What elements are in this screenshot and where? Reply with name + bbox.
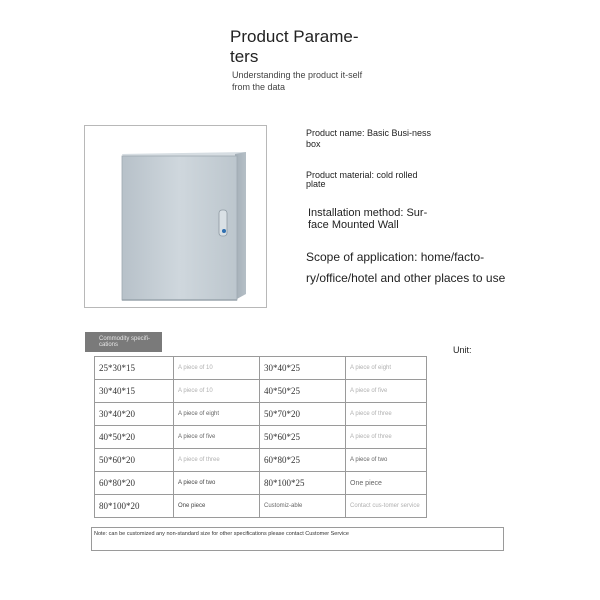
quantity-cell: A piece of three [174,449,260,472]
quantity-cell: Contact cus-tomer service [346,495,427,518]
quantity-cell: A piece of five [346,380,427,403]
quantity-cell: A piece of eight [174,403,260,426]
page-title: Product Parame-ters [230,27,359,66]
size-cell: 50*60*20 [95,449,174,472]
product-material: Product material: cold rolled plate [306,170,418,189]
table-row [95,403,427,426]
size-cell: 60*80*20 [95,472,174,495]
page-subtitle: Understanding the product it-self from the data [232,70,363,92]
table-row [95,495,427,518]
table-row [95,426,427,449]
table-row [95,449,427,472]
size-cell: 25*30*15 [95,357,174,380]
quantity-cell: A piece of two [174,472,260,495]
unit-label: Unit: [453,345,472,355]
quantity-cell: A piece of 10 [174,380,260,403]
installation-method: Installation method: Sur-face Mounted Wall [308,207,428,231]
size-cell: 30*40*25 [260,357,346,380]
quantity-cell: A piece of three [346,403,427,426]
size-cell: 50*60*25 [260,426,346,449]
product-photo [84,125,267,308]
customization-note: Note: can be customized any non-standard size for other specifications please contact Customer Service [91,527,504,551]
size-cell: 60*80*25 [260,449,346,472]
quantity-cell: One piece [174,495,260,518]
size-cell: 80*100*25 [260,472,346,495]
size-cell: 50*70*20 [260,403,346,426]
table-row [95,357,427,380]
quantity-cell: One piece [346,472,427,495]
table-row [95,472,427,495]
specifications-tab: Commodity specifi-cations [85,332,162,352]
scope-of-application: Scope of application: home/facto-ry/office/hotel and other places to use [306,250,506,285]
specifications-table [94,356,427,518]
size-cell: 30*40*15 [95,380,174,403]
quantity-cell: A piece of 10 [174,357,260,380]
size-cell: 40*50*25 [260,380,346,403]
table-row [95,380,427,403]
product-name: Product name: Basic Busi-ness box [306,128,432,149]
quantity-cell: A piece of five [174,426,260,449]
size-cell: 80*100*20 [95,495,174,518]
size-cell: Customiz-able [260,495,346,518]
size-cell: 30*40*20 [95,403,174,426]
size-cell: 40*50*20 [95,426,174,449]
quantity-cell: A piece of three [346,426,427,449]
enclosure-illustration [85,126,268,309]
quantity-cell: A piece of eight [346,357,427,380]
quantity-cell: A piece of two [346,449,427,472]
